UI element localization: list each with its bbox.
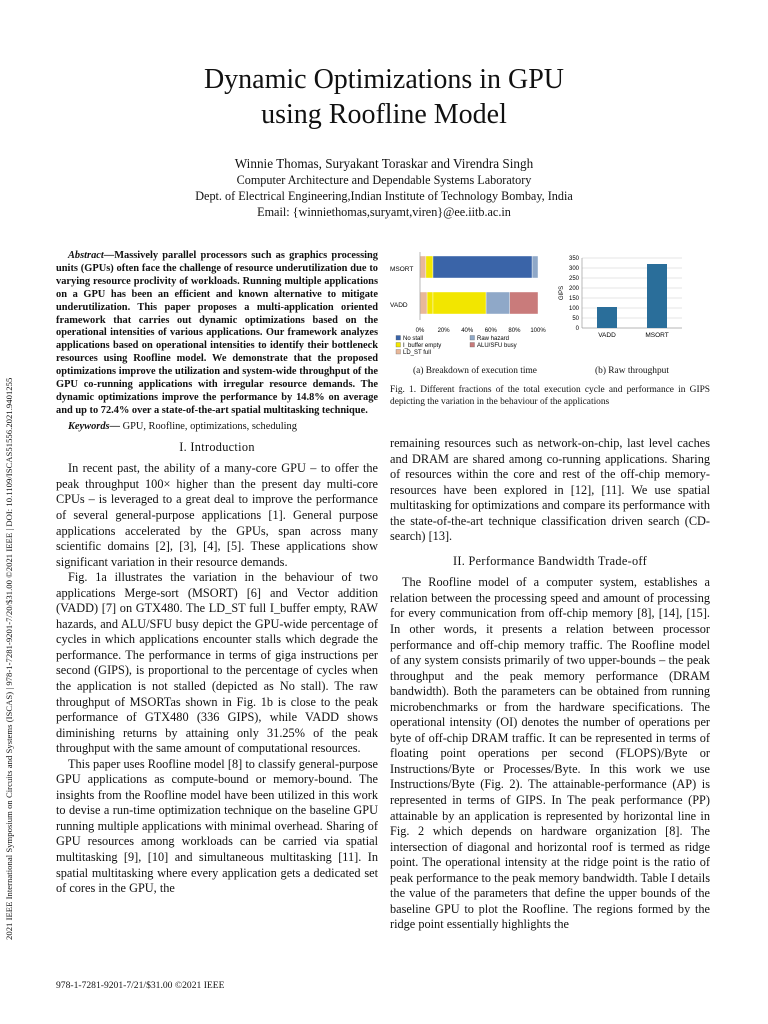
x-tick-label: 0%	[415, 328, 425, 334]
legend-swatch	[396, 343, 401, 348]
legend-label: No stall	[403, 336, 424, 342]
right-column	[390, 436, 710, 933]
bar-segment	[433, 292, 486, 314]
y-tick-label: 350	[568, 256, 579, 262]
intro-paragraph-3: This paper uses Roofline model [8] to classify general-purpose GPU applications as compute-bound or memory-bound. The insights from the Roofline model have been utilized in this work to devise a run-time optimization technique on the baseline GPU running multiple applications with minimal overhead. Sharing of GPU resources among workloads can be carried via spatial multitasking [9], [10] and simultaneous multitasking [11]. In spatial multitasking where every application gets a dedicated set of cores in the GPU, the	[56, 756, 378, 896]
left-column	[56, 250, 378, 897]
subcaption-a: (a) Breakdown of execution time	[413, 366, 537, 376]
paper-title: Dynamic Optimizations in GPU using Roofline Model	[203, 64, 565, 130]
category-label: VADD	[598, 332, 616, 339]
abstract: Abstract—Massively parallel processors such as graphics processing units (GPUs) often face the challenge of resource underutilization due to varying resource proclivity of workloads. Running multiple applications on a GPU has been an efficient and known alternative to mitigate underutilization. This paper proposes a multi-application oriented framework that carries out dynamic optimizations based on the operational intensities of various applications. Our framework analyzes applications based on operational intensities to identify their bottleneck resources using Roofline model. We demonstrate that the proposed optimizations improve the utilization and system-wide throughput of the GPU co-running applications with irregular resource demands. The dynamic optimizations improve the performance by 14.8% on average and up to 72.4% over a state-of-the-art spatial multitasking technique.	[56, 250, 378, 416]
legend-swatch	[396, 336, 401, 341]
right-paragraph-1: remaining resources such as network-on-chip, last level caches and DRAM are shared among co-running applications. Sharing of resources within the core and rest of the off-chip memory-resources have been explored in [12], [11]. We use spatial multitasking for optimizations and compare its performance with the state-of-the-art technique classification driven search (CD-search) [13].	[390, 436, 710, 544]
legend-label: Raw hazard	[477, 336, 510, 342]
bar-segment	[420, 256, 426, 278]
intro-paragraph-2: Fig. 1a illustrates the variation in the behaviour of two applications Merge-sort (MSORT) [6] and Vector addition (VADD) [7] on GTX480. The LD_ST full I_buffer empty, RAW hazards, and ALU/SFU busy depict the GPU-wide percentage of cycles in which applications encounter stalls which degrade the performance. The performance in terms of giga instructions per second (GIPS), is proportional to the percentage of cycles when the application is not stalled (depicted as No stall). The raw throughput of MSORTas shown in Fig. 1b is close to the peak performance of GTX480 (336 GIPS), while VADD shows diminishing returns by attaining only 31.25% of the peak throughput with the same amount of computational resources.	[56, 570, 378, 756]
y-axis-label: GIPS	[559, 285, 565, 301]
bar-segment	[486, 292, 510, 314]
intro-paragraph-1: In recent past, the ability of a many-core GPU – to offer the peak throughput 100× higher than the present day multi-core CPUs – is leveraged to a great deal to improve the performance of several general-purpose applications [1]. General purpose applications accelerated by the GPUs, span across many scientific domains [2], [3], [4], [5]. These applications show significant variation in their resource demands.	[56, 461, 378, 569]
x-tick-label: 40%	[461, 328, 474, 334]
category-label: VADD	[390, 302, 408, 309]
y-tick-label: 150	[568, 296, 579, 302]
category-label: MSORT	[645, 332, 669, 339]
x-tick-label: 100%	[530, 328, 546, 334]
bar-segment	[433, 256, 532, 278]
chart-breakdown	[390, 252, 550, 364]
affiliation-dept: Dept. of Electrical Engineering,Indian Institute of Technology Bombay, India	[195, 189, 573, 203]
y-tick-label: 250	[568, 276, 579, 282]
section-heading-introduction: I. Introduction	[179, 439, 255, 454]
subcaption-b: (b) Raw throughput	[595, 366, 669, 376]
legend-label: ALU/SFU busy	[477, 343, 517, 349]
y-tick-label: 100	[568, 306, 579, 312]
figure-caption: Fig. 1. Different fractions of the total execution cycle and performance in GIPS depicting the variation in the behaviour of the applications	[390, 385, 710, 407]
bar-segment	[532, 256, 538, 278]
legend-label: I_buffer empty	[403, 343, 442, 349]
bar-segment	[510, 292, 538, 314]
legend-swatch	[396, 350, 401, 355]
keywords: Keywords— GPU, Roofline, optimizations, scheduling	[68, 420, 297, 432]
x-tick-label: 80%	[508, 328, 521, 334]
category-label: MSORT	[390, 266, 414, 273]
page-footer: 978-1-7281-9201-7/21/$31.00 ©2021 IEEE	[56, 980, 225, 991]
right-paragraph-2: The Roofline model of a computer system, establishes a relation between the processing speed and amount of processing for every communication from off-chip memory [8], [14], [15]. In other words, it presents a relation between processor performance and off-chip memory traffic. The Roofline model of any system consists primarily of two upper-bounds – the peak throughput and the peak memory performance (DRAM bandwidth). Both the parameters can be obtained from running microbenchmarks or from the hardware specifications. The operational intensity (OI) denotes the number of operations per byte of off-chip DRAM traffic. It can be represented in terms of floating point operations per second (FLOPS)/Byte or Instructions/Byte or Processes/Byte. In this work we use Instructions/Byte (Fig. 2). The attainable-performance (AP) is represented in terms of GIPS. In The peak performance (PP) attainable by an application is represented by horizontal line in Fig. 2 which depends on hardware organization [8]. The intersection of diagonal and horizontal roof is termed as ridge point. The operational intensity at the ridge point is the ratio of peak performance to the peak memory bandwidth. Table I details the value of the parameters that define the upper bounds of the baseline GPU to plot the Roofline. The regions formed by the ridge point essentially highlights the	[390, 575, 710, 932]
legend-swatch	[470, 336, 475, 341]
y-tick-label: 300	[568, 266, 579, 272]
bar-segment	[420, 292, 427, 314]
y-tick-label: 0	[575, 326, 579, 332]
y-tick-label: 50	[572, 316, 579, 322]
throughput-bar	[647, 264, 667, 328]
section-heading-roofline: II. Performance Bandwidth Trade-off	[453, 553, 647, 568]
x-tick-label: 20%	[437, 328, 450, 334]
legend-swatch	[470, 343, 475, 348]
x-tick-label: 60%	[484, 328, 497, 334]
side-doi-stamp: 2021 IEEE International Symposium on Circuits and Systems (ISCAS) | 978-1-7281-9201-7/20/$31.00 ©2021 IEEE | DOI: 10.1109/ISCAS51556.2021.9401255	[4, 377, 14, 940]
y-tick-label: 200	[568, 286, 579, 292]
legend-label: LD_ST full	[403, 350, 431, 356]
throughput-bar	[597, 307, 617, 328]
affiliation-email: Email: {winniethomas,suryamt,viren}@ee.iitb.ac.in	[257, 205, 511, 219]
bar-segment	[426, 256, 433, 278]
affiliation-lab: Computer Architecture and Dependable Systems Laboratory	[236, 173, 532, 187]
bar-segment	[427, 292, 433, 314]
chart-throughput	[556, 252, 696, 352]
author-list: Winnie Thomas, Suryakant Toraskar and Virendra Singh	[234, 156, 534, 171]
